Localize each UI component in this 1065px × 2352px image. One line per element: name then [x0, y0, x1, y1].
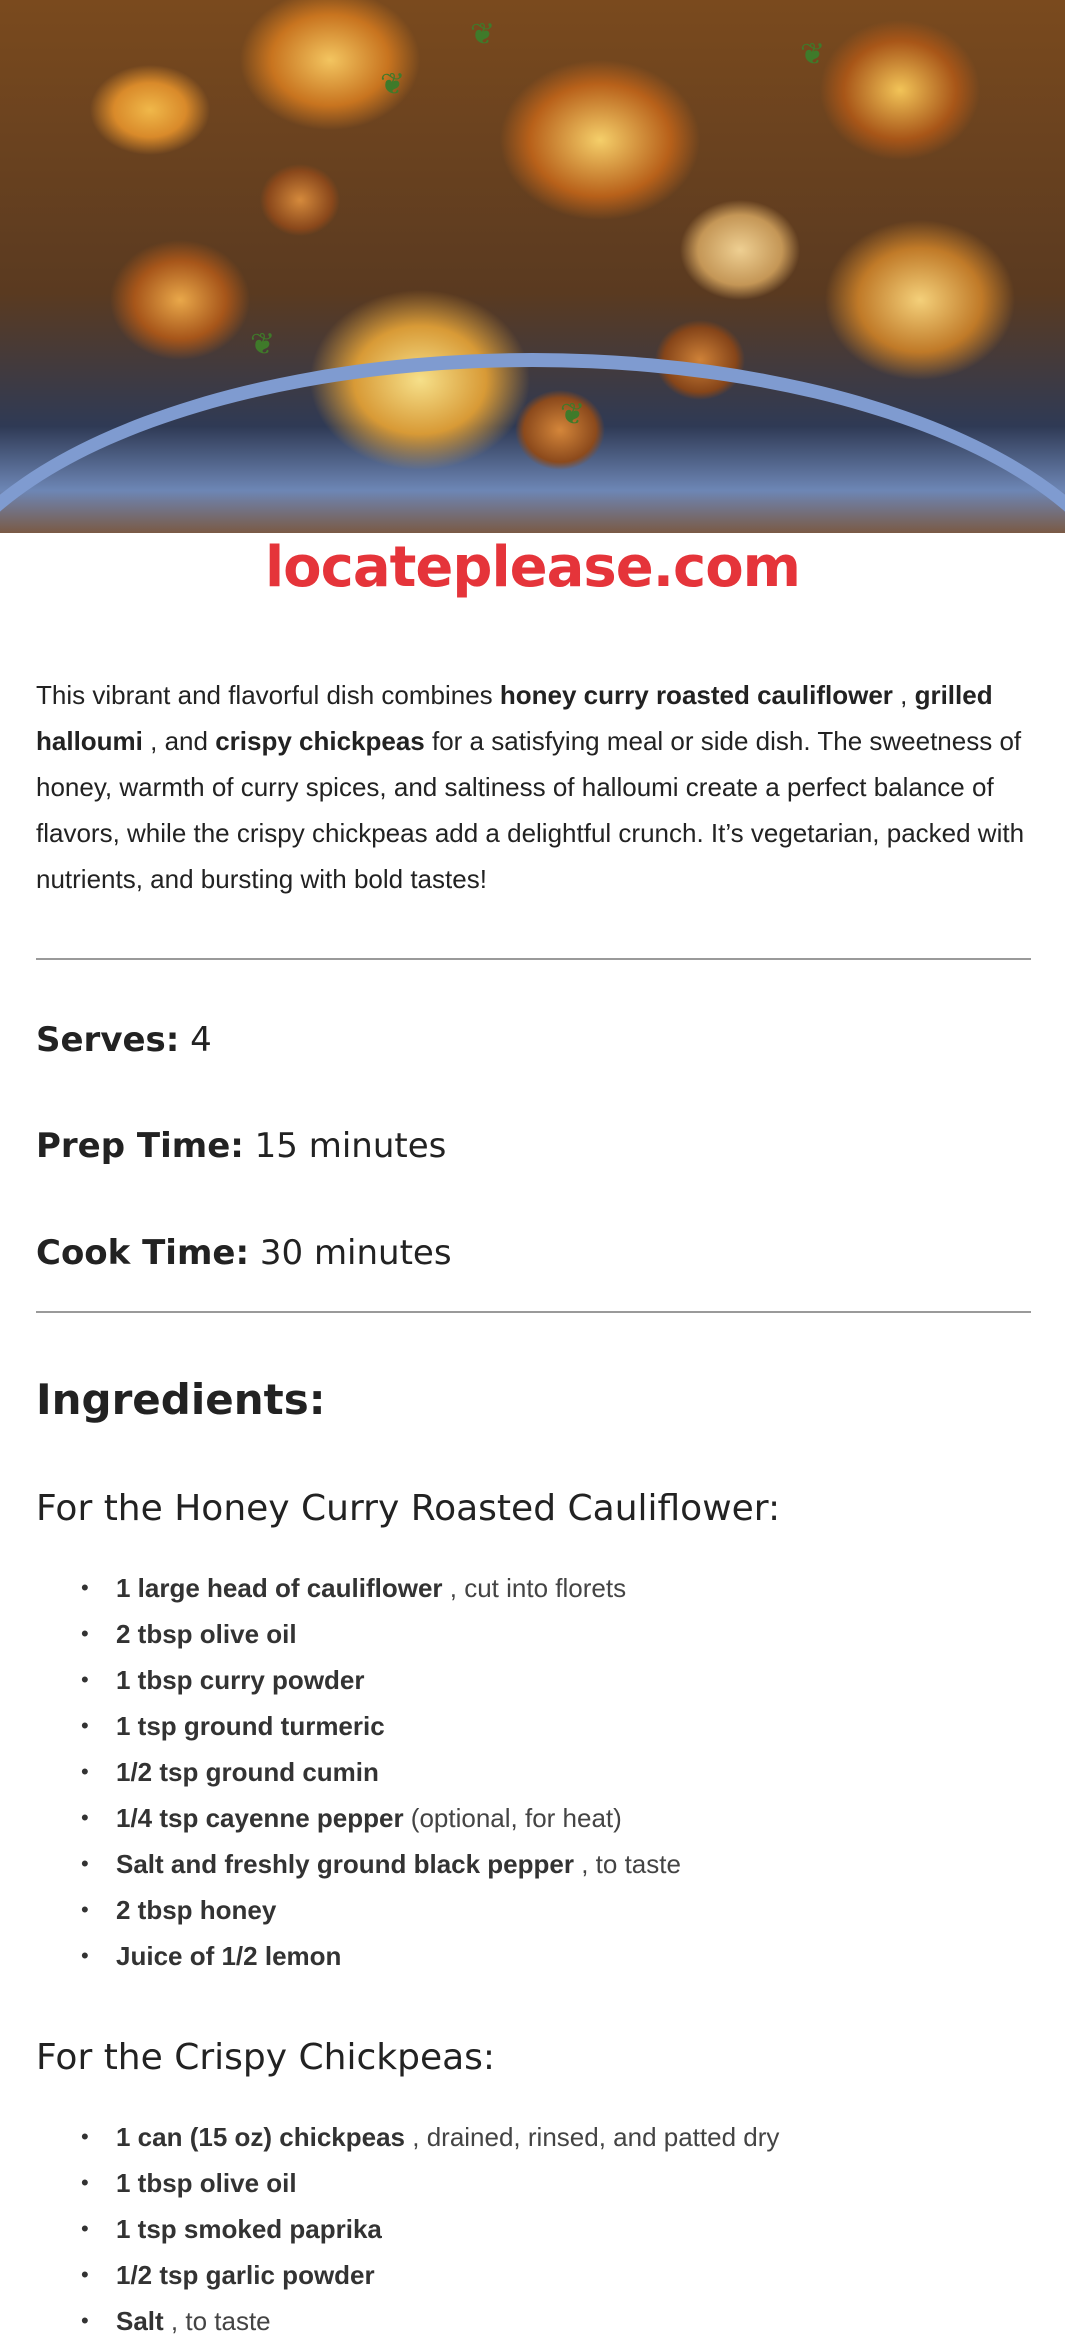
bullet-icon: •	[81, 1667, 89, 1692]
ingredient-item	[36, 1703, 1031, 1749]
ingredient-item	[36, 2114, 1031, 2160]
ingredient-item	[36, 1795, 1031, 1841]
ingredient-item	[36, 1933, 1031, 1979]
ingredient-item	[36, 2252, 1031, 2298]
bullet-icon: •	[81, 1713, 89, 1738]
serves-line	[36, 1018, 212, 1062]
ingredients-heading: Ingredients:	[36, 1375, 326, 1424]
ingredient-amount: 1 large head of cauliflower	[116, 1573, 443, 1603]
chickpeas-subheading: For the Crispy Chickpeas:	[36, 2037, 496, 2078]
cook-time-line	[36, 1231, 452, 1275]
intro-highlight: grilled halloumi	[36, 680, 993, 756]
ingredient-amount: 1 tbsp olive oil	[116, 2168, 297, 2198]
herb-garnish-icon: ❦	[800, 38, 826, 71]
ingredient-item	[36, 1887, 1031, 1933]
bullet-icon: •	[81, 1759, 89, 1784]
ingredient-amount: 1 tsp smoked paprika	[116, 2214, 382, 2244]
bullet-icon: •	[81, 2262, 89, 2287]
bullet-icon: •	[81, 1943, 89, 1968]
herb-garnish-icon: ❦	[470, 18, 496, 51]
bullet-icon: •	[81, 1575, 89, 1600]
ingredient-amount: Salt and freshly ground black pepper	[116, 1849, 574, 1879]
site-watermark: locateplease.com	[264, 535, 801, 600]
bullet-icon: •	[81, 1851, 89, 1876]
ingredient-amount: 1 tsp ground turmeric	[116, 1711, 385, 1741]
cauliflower-ingredient-list	[36, 1565, 1031, 1979]
bullet-icon: •	[81, 2170, 89, 2195]
ingredient-amount: 1/2 tsp garlic powder	[116, 2260, 375, 2290]
chickpeas-ingredient-list	[36, 2114, 1031, 2344]
bullet-icon: •	[81, 2124, 89, 2149]
divider	[36, 1311, 1031, 1313]
intro-paragraph	[36, 672, 1031, 902]
intro-text: This vibrant and flavorful dish combines	[36, 680, 500, 710]
serves-label: Serves:	[36, 1020, 180, 1060]
ingredient-note: , to taste	[163, 2306, 271, 2336]
ingredient-note: (optional, for heat)	[403, 1803, 622, 1833]
ingredient-amount: 1/2 tsp ground cumin	[116, 1757, 379, 1787]
ingredient-note: , drained, rinsed, and patted dry	[405, 2122, 780, 2152]
herb-garnish-icon: ❦	[250, 328, 276, 361]
ingredient-amount: Juice of 1/2 lemon	[116, 1941, 342, 1971]
ingredient-item	[36, 2160, 1031, 2206]
ingredient-amount: 1/4 tsp cayenne pepper	[116, 1803, 404, 1833]
ingredient-item	[36, 1841, 1031, 1887]
bullet-icon: •	[81, 2216, 89, 2241]
ingredient-item	[36, 1565, 1031, 1611]
ingredient-item	[36, 2206, 1031, 2252]
ingredient-amount: 1 can (15 oz) chickpeas	[116, 2122, 406, 2152]
hero-image	[0, 0, 1065, 533]
intro-text: ,	[892, 680, 915, 710]
herb-garnish-icon: ❦	[560, 398, 586, 431]
intro-text: for a satisfying meal or side dish. The sweetness of honey, warmth of curry spices, and saltiness of halloumi create a perfect balance of flavors, while the crispy chickpeas add a delightful crunch. It’s vegetarian, packed with nutrients, and bursting with bold tastes!	[36, 726, 1025, 894]
bullet-icon: •	[81, 1621, 89, 1646]
bullet-icon: •	[81, 1805, 89, 1830]
ingredient-item	[36, 1657, 1031, 1703]
ingredient-amount: 2 tbsp honey	[116, 1895, 277, 1925]
serves-value: 4	[179, 1020, 212, 1060]
prep-time-value: 15 minutes	[243, 1126, 447, 1166]
herb-garnish-icon: ❦	[380, 68, 406, 101]
cook-time-value: 30 minutes	[249, 1233, 452, 1273]
plate-rim	[0, 353, 1065, 533]
ingredient-amount: 1 tbsp curry powder	[116, 1665, 365, 1695]
bullet-icon: •	[81, 1897, 89, 1922]
prep-time-line	[36, 1124, 446, 1168]
ingredient-item	[36, 2298, 1031, 2344]
ingredient-amount: Salt	[116, 2306, 164, 2336]
ingredient-item	[36, 1611, 1031, 1657]
bullet-icon: •	[81, 2308, 89, 2333]
intro-highlight: crispy chickpeas	[215, 726, 425, 756]
cook-time-label: Cook Time:	[36, 1233, 250, 1273]
prep-time-label: Prep Time:	[36, 1126, 244, 1166]
ingredient-note: , cut into florets	[442, 1573, 627, 1603]
ingredient-item	[36, 1749, 1031, 1795]
intro-highlight: honey curry roasted cauliflower	[499, 680, 893, 710]
ingredient-amount: 2 tbsp olive oil	[116, 1619, 297, 1649]
divider	[36, 958, 1031, 960]
ingredient-note: , to taste	[573, 1849, 681, 1879]
cauliflower-subheading: For the Honey Curry Roasted Cauliflower:	[36, 1488, 781, 1529]
intro-text: , and	[142, 726, 216, 756]
